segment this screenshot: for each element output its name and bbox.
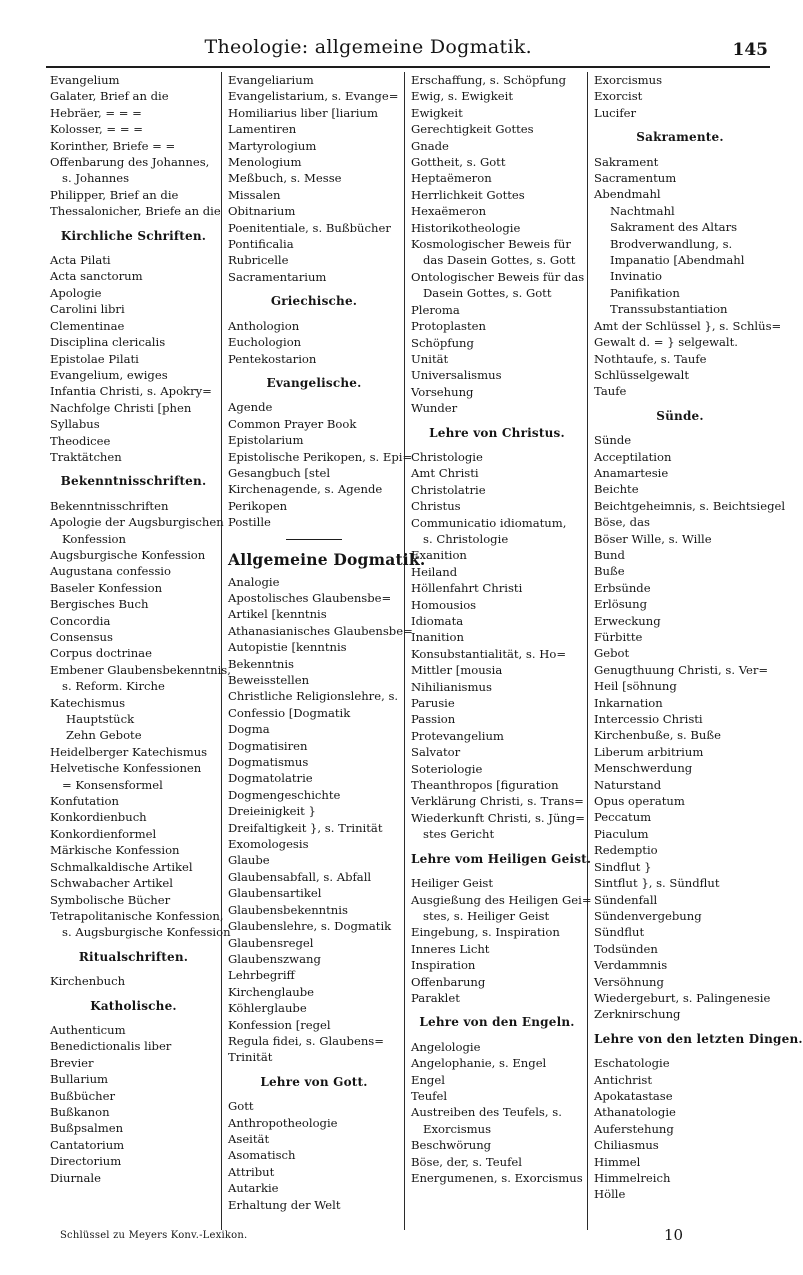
index-entry-continuation: = Konsensformel — [62, 777, 163, 792]
index-entry: Glaubensregel — [228, 935, 314, 950]
index-entry: Agende — [228, 400, 273, 415]
index-entry: Beschwörung — [411, 1138, 492, 1153]
index-entry: Communicatio idiomatum, — [411, 515, 567, 530]
index-entry: Authenticum — [50, 1022, 126, 1037]
index-entry: Homousios — [411, 597, 477, 612]
index-entry: Intercessio Christi — [594, 712, 703, 727]
index-entry-continuation: Dasein Gottes, s. Gott — [423, 286, 552, 301]
index-entry: Universalismus — [411, 368, 502, 383]
index-entry: Athanasianisches Glaubensbe= — [228, 623, 413, 638]
index-subentry: Invinatio — [610, 269, 663, 284]
index-entry: Konkordienformel — [50, 826, 157, 841]
index-entry: Engel — [411, 1072, 445, 1087]
index-entry: Paraklet — [411, 990, 460, 1005]
index-entry: Schmalkaldische Artikel — [50, 859, 193, 874]
index-entry: Acta sanctorum — [50, 269, 143, 284]
index-entry: Glaubenslehre, s. Dogmatik — [228, 919, 392, 934]
index-entry: Dogma — [228, 722, 270, 737]
index-entry: Parusie — [411, 696, 455, 711]
index-entry: Poenitentiale, s. Bußbücher — [228, 220, 391, 235]
index-entry: Clementinae — [50, 318, 125, 333]
index-entry: Syllabus — [50, 417, 100, 432]
index-entry: Perikopen — [228, 498, 288, 513]
index-entry: Hölle — [594, 1187, 626, 1202]
index-entry: Böse, das — [594, 515, 650, 530]
index-entry: Himmel — [594, 1154, 641, 1169]
index-entry: Gott — [228, 1099, 254, 1114]
index-entry: Erbsünde — [594, 580, 651, 595]
index-entry: Embener Glaubensbekenntnis, — [50, 662, 231, 677]
index-entry: Protevangelium — [411, 728, 504, 743]
index-entry: Beichte — [594, 482, 639, 497]
index-subentry: Hauptstück — [66, 712, 135, 727]
index-entry: Bekenntnisschriften — [50, 498, 169, 513]
index-entry: Evangelium, ewiges — [50, 367, 168, 382]
index-entry: Missalen — [228, 187, 281, 202]
index-entry: Energumenen, s. Exorcismus — [411, 1171, 583, 1185]
index-entry: Erlösung — [594, 597, 647, 612]
index-entry: Chiliasmus — [594, 1138, 659, 1153]
index-entry: Carolini libri — [50, 302, 125, 317]
index-entry: Antichrist — [594, 1072, 653, 1087]
index-entry: Nihilianismus — [411, 679, 492, 694]
running-title: Theologie: allgemeine Dogmatik. — [204, 36, 532, 58]
index-entry: Schöpfung — [411, 335, 474, 350]
index-subentry: Brodverwandlung, s. — [610, 236, 733, 251]
index-subentry: Transsubstantiation — [610, 302, 728, 317]
index-entry: Ontologischer Beweis für das — [411, 269, 585, 284]
index-entry: Himmelreich — [594, 1171, 671, 1185]
index-entry: Apostolisches Glaubensbe= — [228, 590, 392, 605]
index-entry: Liberum arbitrium — [594, 744, 704, 759]
index-entry: Inkarnation — [594, 695, 663, 710]
index-entry: Theanthropos [figuration — [411, 778, 559, 793]
index-entry: Unität — [411, 351, 449, 366]
index-entry: Regula fidei, s. Glaubens= — [228, 1033, 384, 1048]
index-entry: Kirchenglaube — [228, 984, 314, 999]
index-entry: Apologie — [50, 285, 102, 300]
index-entry: Verdammnis — [594, 958, 668, 973]
index-entry: Christus — [411, 499, 461, 514]
index-entry: Asomatisch — [228, 1148, 296, 1163]
index-entry: Helvetische Konfessionen — [50, 761, 202, 776]
index-entry: Konsubstantialität, s. Ho= — [411, 646, 567, 661]
index-entry: Lucifer — [594, 105, 637, 120]
index-entry: Augustana confessio — [50, 564, 171, 579]
index-entry: Auferstehung — [594, 1121, 674, 1136]
index-entry: Eschatologie — [594, 1056, 670, 1071]
index-entry: Disciplina clericalis — [50, 335, 166, 350]
section-heading: Lehre von den letzten Dingen. — [594, 1031, 803, 1046]
index-entry: Diurnale — [50, 1170, 101, 1185]
index-subentry: Panifikation — [610, 285, 680, 300]
index-entry: Heil [söhnung — [594, 679, 677, 694]
index-entry: Sacramentarium — [228, 269, 327, 284]
index-entry: Anthologion — [228, 318, 300, 333]
index-entry: Erweckung — [594, 613, 661, 628]
index-entry: Austreiben des Teufels, s. — [411, 1105, 562, 1120]
index-entry: Konfutation — [50, 794, 119, 809]
index-entry: Bund — [594, 547, 625, 562]
index-entry: Athanatologie — [594, 1105, 676, 1120]
index-column-3 — [407, 72, 592, 1230]
index-entry: Wiedergeburt, s. Palingenesie — [594, 990, 771, 1005]
index-entry-continuation: stes Gericht — [423, 827, 495, 842]
index-entry: Hexaëmeron — [411, 204, 487, 219]
index-entry: Acta Pilati — [50, 253, 111, 268]
index-entry: Sintflut }, s. Sündflut — [594, 876, 720, 891]
index-entry: Dreieinigkeit } — [228, 804, 316, 819]
index-entry: Amt der Schlüssel }, s. Schlüs= — [594, 318, 782, 333]
index-entry: Galater, Brief an die — [50, 89, 169, 104]
index-entry: Sündenfall — [594, 892, 658, 907]
index-entry: Dreifaltigkeit }, s. Trinität — [228, 820, 383, 835]
index-entry: Buße — [594, 564, 625, 579]
index-entry-continuation: s. Augsburgische Konfession — [62, 925, 231, 940]
section-rule — [286, 539, 342, 540]
index-entry: Corpus doctrinae — [50, 646, 152, 661]
index-entry: Sakrament — [594, 154, 659, 169]
index-entry: Autopistie [kenntnis — [228, 640, 347, 655]
index-entry: Köhlerglaube — [228, 1001, 307, 1016]
index-entry: Glaube — [228, 853, 270, 868]
index-entry: Fürbitte — [594, 630, 643, 644]
index-entry: Pentekostarion — [228, 351, 317, 366]
index-entry-continuation: stes, s. Heiliger Geist — [423, 908, 550, 923]
index-entry: Epistolarium — [228, 433, 304, 448]
index-entry: Offenbarung des Johannes, — [50, 155, 210, 170]
index-entry: Christologie — [411, 449, 483, 464]
index-entry: Baseler Konfession — [50, 580, 163, 595]
index-entry: Acceptilation — [594, 449, 672, 464]
index-subentry: Sakrament des Altars — [610, 220, 738, 235]
index-entry: Dogmatisiren — [228, 738, 308, 753]
index-entry: Glaubenszwang — [228, 951, 321, 966]
index-entry: Attribut — [228, 1164, 275, 1179]
index-entry: Angelophanie, s. Engel — [411, 1056, 547, 1071]
index-entry: Homiliarius liber [liarium — [228, 105, 378, 120]
index-entry: Kirchenbuch — [50, 974, 126, 989]
section-heading: Griechische. — [270, 294, 358, 309]
index-entry: Rubricelle — [228, 253, 289, 268]
index-entry: Angelologie — [411, 1039, 481, 1054]
index-entry: Wunder — [411, 401, 458, 416]
index-entry: Versöhnung — [594, 974, 664, 989]
index-entry: Piaculum — [594, 826, 649, 841]
index-entry: Taufe — [594, 384, 627, 399]
index-entry: Martyrologium — [228, 138, 317, 153]
index-entry: Kirchenbuße, s. Buße — [594, 728, 721, 743]
index-entry: Heptaëmeron — [411, 171, 492, 186]
index-column-4 — [590, 72, 803, 1230]
index-entry: Obitnarium — [228, 204, 296, 219]
index-entry: Abendmahl — [594, 187, 661, 202]
index-entry: Bekenntnis — [228, 656, 294, 671]
section-heading: Sakramente. — [636, 130, 724, 145]
index-entry: Bergisches Buch — [50, 597, 149, 612]
index-entry: Glaubensabfall, s. Abfall — [228, 869, 372, 884]
index-entry: Bußpsalmen — [50, 1121, 124, 1136]
index-entry: Euchologion — [228, 335, 302, 350]
index-entry: Postille — [228, 515, 271, 530]
index-entry: Soteriologie — [411, 761, 483, 776]
index-entry: Anamartesie — [594, 465, 669, 480]
section-heading: Lehre von Christus. — [429, 425, 565, 440]
index-entry: Schwabacher Artikel — [50, 876, 173, 891]
index-entry-continuation: s. Johannes — [62, 171, 130, 186]
index-entry: Augsburgische Konfession — [50, 547, 206, 562]
index-entry: Meßbuch, s. Messe — [228, 171, 342, 186]
index-entry: Epistolae Pilati — [50, 351, 139, 366]
section-heading: Lehre vom Heiligen Geist. — [411, 851, 592, 866]
index-entry: Brevier — [50, 1055, 94, 1070]
index-entry: Sündenvergebung — [594, 908, 702, 923]
index-entry: Mittler [mousia — [411, 663, 503, 678]
section-heading: Lehre von den Engeln. — [419, 1015, 575, 1030]
index-subentry: Impanatio [Abendmahl — [610, 253, 745, 268]
index-entry: Nachfolge Christi [phen — [50, 400, 192, 415]
index-entry: Redemptio — [594, 843, 658, 858]
index-entry: Vorsehung — [411, 384, 474, 399]
index-entry: Epistolische Perikopen, s. Epi= — [228, 449, 413, 464]
index-entry: Theodicee — [50, 433, 111, 448]
index-entry: Benedictionalis liber — [50, 1039, 172, 1054]
index-entry: Exomologesis — [228, 837, 309, 852]
index-entry: Artikel [kenntnis — [228, 607, 327, 622]
index-entry: Autarkie — [228, 1181, 279, 1196]
index-entry: Pontificalia — [228, 237, 294, 252]
index-entry: Peccatum — [594, 810, 652, 825]
index-entry: Lehrbegriff — [228, 968, 295, 983]
index-entry: Sacramentum — [594, 171, 677, 186]
section-heading: Lehre von Gott. — [260, 1074, 368, 1089]
footer-note: Schlüssel zu Meyers Konv.-Lexikon. — [60, 1230, 248, 1241]
index-entry: Herrlichkeit Gottes — [411, 187, 525, 202]
index-entry: Inneres Licht — [411, 941, 490, 956]
index-entry: Gesangbuch [stel — [228, 465, 331, 480]
index-entry: Schlüsselgewalt — [594, 367, 690, 382]
index-entry: Directorium — [50, 1154, 122, 1169]
index-entry: Konkordienbuch — [50, 810, 147, 825]
index-entry: Kirchenagende, s. Agende — [228, 482, 383, 497]
index-entry: Verklärung Christi, s. Trans= — [411, 794, 584, 809]
index-entry: Symbolische Bücher — [50, 892, 171, 907]
section-heading: Ritualschriften. — [78, 949, 189, 964]
index-entry: Beweisstellen — [228, 673, 310, 687]
index-entry: Hebräer, = = = — [50, 105, 142, 120]
index-entry: Sünde — [594, 433, 632, 448]
index-entry: Passion — [411, 712, 456, 727]
index-entry: Sündflut — [594, 925, 645, 940]
index-entry: Gottheit, s. Gott — [411, 155, 506, 170]
index-entry: Todsünden — [594, 941, 658, 956]
index-entry: Bullarium — [50, 1072, 109, 1087]
index-entry: Christliche Religionslehre, s. — [228, 689, 399, 704]
main-section-heading: Allgemeine Dogmatik. — [228, 549, 426, 569]
index-entry: Christolatrie — [411, 482, 486, 497]
index-entry-continuation: das Dasein Gottes, s. Gott — [423, 253, 576, 268]
index-entry: Inanition — [411, 630, 464, 645]
index-entry: Märkische Konfession — [50, 843, 180, 858]
index-entry: Common Prayer Book — [228, 416, 357, 431]
index-entry: Gnade — [411, 138, 449, 153]
index-entry: Höllenfahrt Christi — [411, 581, 523, 596]
index-entry: Apokatastase — [594, 1088, 673, 1103]
index-entry: Exorcismus — [594, 73, 663, 87]
index-entry: Wiederkunft Christi, s. Jüng= — [411, 810, 586, 825]
index-entry: Erhaltung der Welt — [228, 1197, 341, 1212]
index-entry: Traktätchen — [50, 449, 122, 464]
index-entry: Kosmologischer Beweis für — [411, 237, 571, 252]
index-entry: Exanition — [411, 548, 467, 563]
section-heading: Bekenntnisschriften. — [60, 474, 207, 489]
index-entry: Nothtaufe, s. Taufe — [594, 351, 707, 366]
index-entry: Cantatorium — [50, 1137, 125, 1152]
index-entry: Glaubensartikel — [228, 886, 322, 901]
index-entry: Lamentiren — [228, 122, 297, 137]
index-entry: Analogie — [228, 574, 280, 589]
index-entry: Beichtgeheimnis, s. Beichtsiegel — [594, 498, 786, 513]
index-entry: Amt Christi — [411, 466, 479, 481]
index-entry: Thessalonicher, Briefe an die — [50, 204, 221, 219]
index-entry: Menschwerdung — [594, 761, 693, 776]
index-entry: Historikotheologie — [411, 220, 521, 235]
section-heading: Katholische. — [90, 998, 177, 1013]
page-number: 145 — [732, 40, 768, 60]
index-entry: Protoplasten — [411, 319, 486, 334]
index-entry: Erschaffung, s. Schöpfung — [411, 73, 567, 87]
sheet-signature: 10 — [664, 1226, 684, 1244]
index-entry: Naturstand — [594, 777, 662, 792]
index-entry: Teufel — [411, 1088, 448, 1103]
index-entry: Ewigkeit — [411, 105, 463, 120]
index-entry: Böser Wille, s. Wille — [594, 531, 712, 546]
index-entry: Aseität — [228, 1131, 270, 1146]
index-entry: Evangeliarium — [228, 73, 314, 87]
index-entry: Offenbarung — [411, 974, 486, 989]
index-entry: Exorcist — [594, 89, 643, 104]
header-rule — [46, 66, 770, 68]
index-entry: Heiland — [411, 564, 458, 579]
index-column-1 — [46, 72, 231, 1230]
index-entry: Konfession [regel — [228, 1017, 331, 1032]
index-entry: Gewalt d. = } selgewalt. — [594, 335, 738, 350]
index-entry: Kolosser, = = = — [50, 122, 143, 137]
index-entry: Confessio [Dogmatik — [228, 705, 351, 720]
index-subentry: Nachtmahl — [610, 203, 675, 218]
index-entry: Korinther, Briefe = = — [50, 138, 176, 153]
section-heading: Evangelische. — [266, 375, 362, 390]
index-entry: Genugthuung Christi, s. Ver= — [594, 662, 769, 677]
index-entry: Heidelberger Katechismus — [50, 744, 208, 759]
index-entry-continuation: Exorcismus — [423, 1121, 492, 1136]
index-entry: Katechismus — [50, 695, 126, 710]
index-entry: Apologie der Augsburgischen — [50, 515, 224, 530]
index-entry: Trinität — [228, 1050, 273, 1065]
index-entry: Dogmatismus — [228, 755, 309, 770]
index-entry: Sindflut } — [594, 859, 652, 874]
index-column-2 — [224, 72, 426, 1230]
index-entry: Heiliger Geist — [411, 876, 494, 891]
index-entry: Philipper, Brief an die — [50, 187, 179, 202]
index-entry: Menologium — [228, 155, 302, 170]
index-entry: Ewig, s. Ewigkeit — [411, 89, 513, 104]
index-entry: Gebot — [594, 646, 630, 661]
index-entry: Infantia Christi, s. Apokry= — [50, 384, 212, 399]
index-entry: Ausgießung des Heiligen Gei= — [411, 892, 592, 907]
index-entry: Evangelium — [50, 73, 120, 87]
index-entry: Bußkanon — [50, 1104, 110, 1119]
index-entry: Gerechtigkeit Gottes — [411, 122, 534, 137]
index-entry-continuation: s. Christologie — [423, 531, 509, 546]
index-entry-continuation: Konfession — [62, 531, 127, 546]
index-entry: Dogmengeschichte — [228, 787, 341, 802]
index-subentry: Zehn Gebote — [66, 728, 142, 743]
index-entry: Anthropotheologie — [228, 1115, 338, 1130]
index-entry: Zerknirschung — [594, 1007, 681, 1022]
index-entry-continuation: s. Reform. Kirche — [62, 679, 165, 694]
index-entry: Inspiration — [411, 958, 476, 973]
index-entry: Böse, der, s. Teufel — [411, 1154, 522, 1169]
index-entry: Consensus — [50, 630, 113, 644]
section-heading: Sünde. — [656, 408, 704, 423]
index-entry: Glaubensbekenntnis — [228, 902, 348, 917]
index-entry: Idiomata — [411, 614, 464, 628]
index-entry: Pleroma — [411, 302, 460, 317]
index-entry: Tetrapolitanische Konfession, — [50, 908, 224, 923]
index-entry: Dogmatolatrie — [228, 771, 313, 786]
section-heading: Kirchliche Schriften. — [60, 228, 207, 243]
index-entry: Eingebung, s. Inspiration — [411, 925, 560, 940]
index-entry: Salvator — [411, 745, 461, 760]
index-entry: Evangelistarium, s. Evange= — [228, 89, 399, 104]
index-entry: Concordia — [50, 613, 111, 628]
index-entry: Bußbücher — [50, 1088, 115, 1103]
index-entry: Opus operatum — [594, 794, 685, 809]
